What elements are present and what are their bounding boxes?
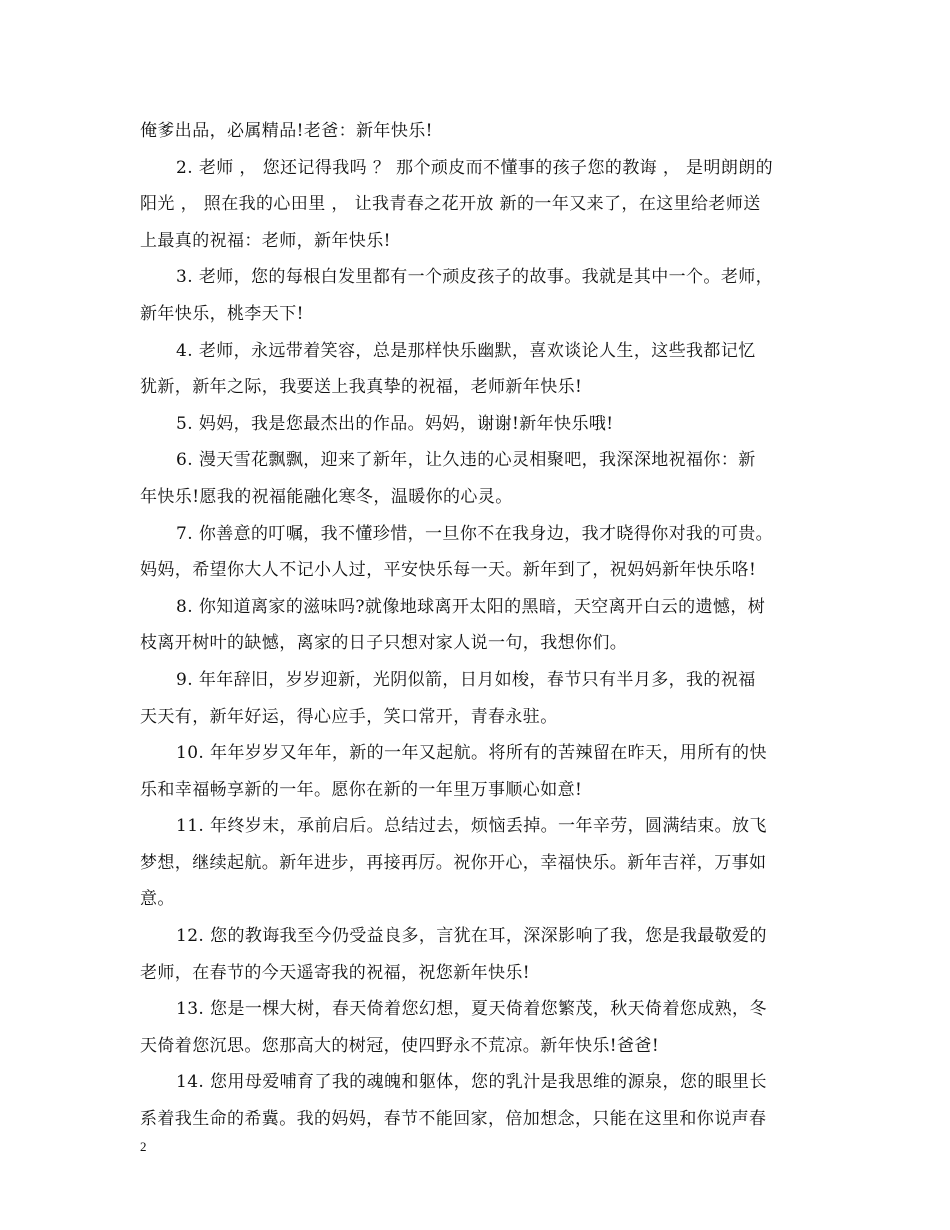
text-line: 2. 老师 ， 您还记得我吗 ？ 那个顽皮而不懂事的孩子您的教诲 ， 是明朗朗的	[176, 157, 774, 178]
text-line: 梦想，继续起航。新年进步，再接再厉。祝你开心，幸福快乐。新年吉祥，万事如	[140, 852, 767, 873]
text-line: 天倚着您沉思。您那高大的树冠，使四野永不荒凉。新年快乐!爸爸!	[140, 1035, 660, 1056]
text-line: 犹新，新年之际，我要送上我真挚的祝福，老师新年快乐!	[140, 377, 583, 398]
text-line: 意。	[140, 889, 175, 910]
text-line: 老师，在春节的今天遥寄我的祝福，祝您新年快乐!	[140, 962, 531, 983]
text-line: 8. 你知道离家的滋味吗?就像地球离开太阳的黑暗，天空离开白云的遗憾，树	[176, 596, 766, 617]
text-line: 9. 年年辞旧，岁岁迎新，光阴似箭，日月如梭，春节只有半月多，我的祝福	[176, 669, 756, 690]
text-line: 俺爹出品，必属精品!老爸：新年快乐!	[140, 121, 433, 141]
text-line: 10. 年年岁岁又年年，新的一年又起航。将所有的苦辣留在昨天，用所有的快	[176, 743, 767, 764]
text-line: 5. 妈妈，我是您最杰出的作品。妈妈，谢谢!新年快乐哦!	[176, 413, 614, 434]
text-line: 年快乐!愿我的祝福能融化寒冬，温暖你的心灵。	[140, 486, 513, 507]
text-line: 7. 你善意的叮嘱，我不懂珍惜，一旦你不在我身边，我才晓得你对我的可贵。	[176, 523, 774, 544]
text-line: 新年快乐，桃李天下!	[140, 303, 304, 324]
document-body	[140, 113, 812, 1138]
page-number: 2	[140, 1139, 147, 1154]
text-line: 乐和幸福畅享新的一年。愿你在新的一年里万事顺心如意!	[140, 779, 583, 800]
text-line: 14. 您用母爱哺育了我的魂魄和躯体，您的乳汁是我思维的源泉，您的眼里长	[176, 1072, 767, 1093]
text-line: 3. 老师，您的每根白发里都有一个顽皮孩子的故事。我就是其中一个。老师，	[176, 267, 774, 288]
text-line: 妈妈，希望你大人不记小人过，平安快乐每一天。新年到了，祝妈妈新年快乐咯!	[140, 560, 757, 581]
text-line: 枝离开树叶的缺憾，离家的日子只想对家人说一句，我想你们。	[140, 633, 628, 654]
text-line: 天天有，新年好运，得心应手，笑口常开，青春永驻。	[140, 706, 558, 727]
text-line: 系着我生命的希冀。我的妈妈，春节不能回家，倍加想念，只能在这里和你说声春	[140, 1109, 767, 1130]
text-line: 11. 年终岁末，承前启后。总结过去，烦恼丢掉。一年辛劳，圆满结束。放飞	[176, 816, 767, 837]
text-line: 13. 您是一棵大树，春天倚着您幻想，夏天倚着您繁茂，秋天倚着您成熟，冬	[176, 999, 767, 1020]
text-line: 上最真的祝福：老师，新年快乐!	[140, 230, 391, 251]
text-line: 6. 漫天雪花飘飘，迎来了新年，让久违的心灵相聚吧，我深深地祝福你：新	[176, 450, 756, 471]
text-line: 阳光 ， 照在我的心田里 ， 让我青春之花开放 新的一年又来了，在这里给老师送	[140, 194, 761, 215]
text-line: 12. 您的教诲我至今仍受益良多，言犹在耳，深深影响了我，您是我最敬爱的	[176, 926, 767, 947]
text-line: 4. 老师，永远带着笑容，总是那样快乐幽默，喜欢谈论人生，这些我都记忆	[176, 340, 756, 361]
